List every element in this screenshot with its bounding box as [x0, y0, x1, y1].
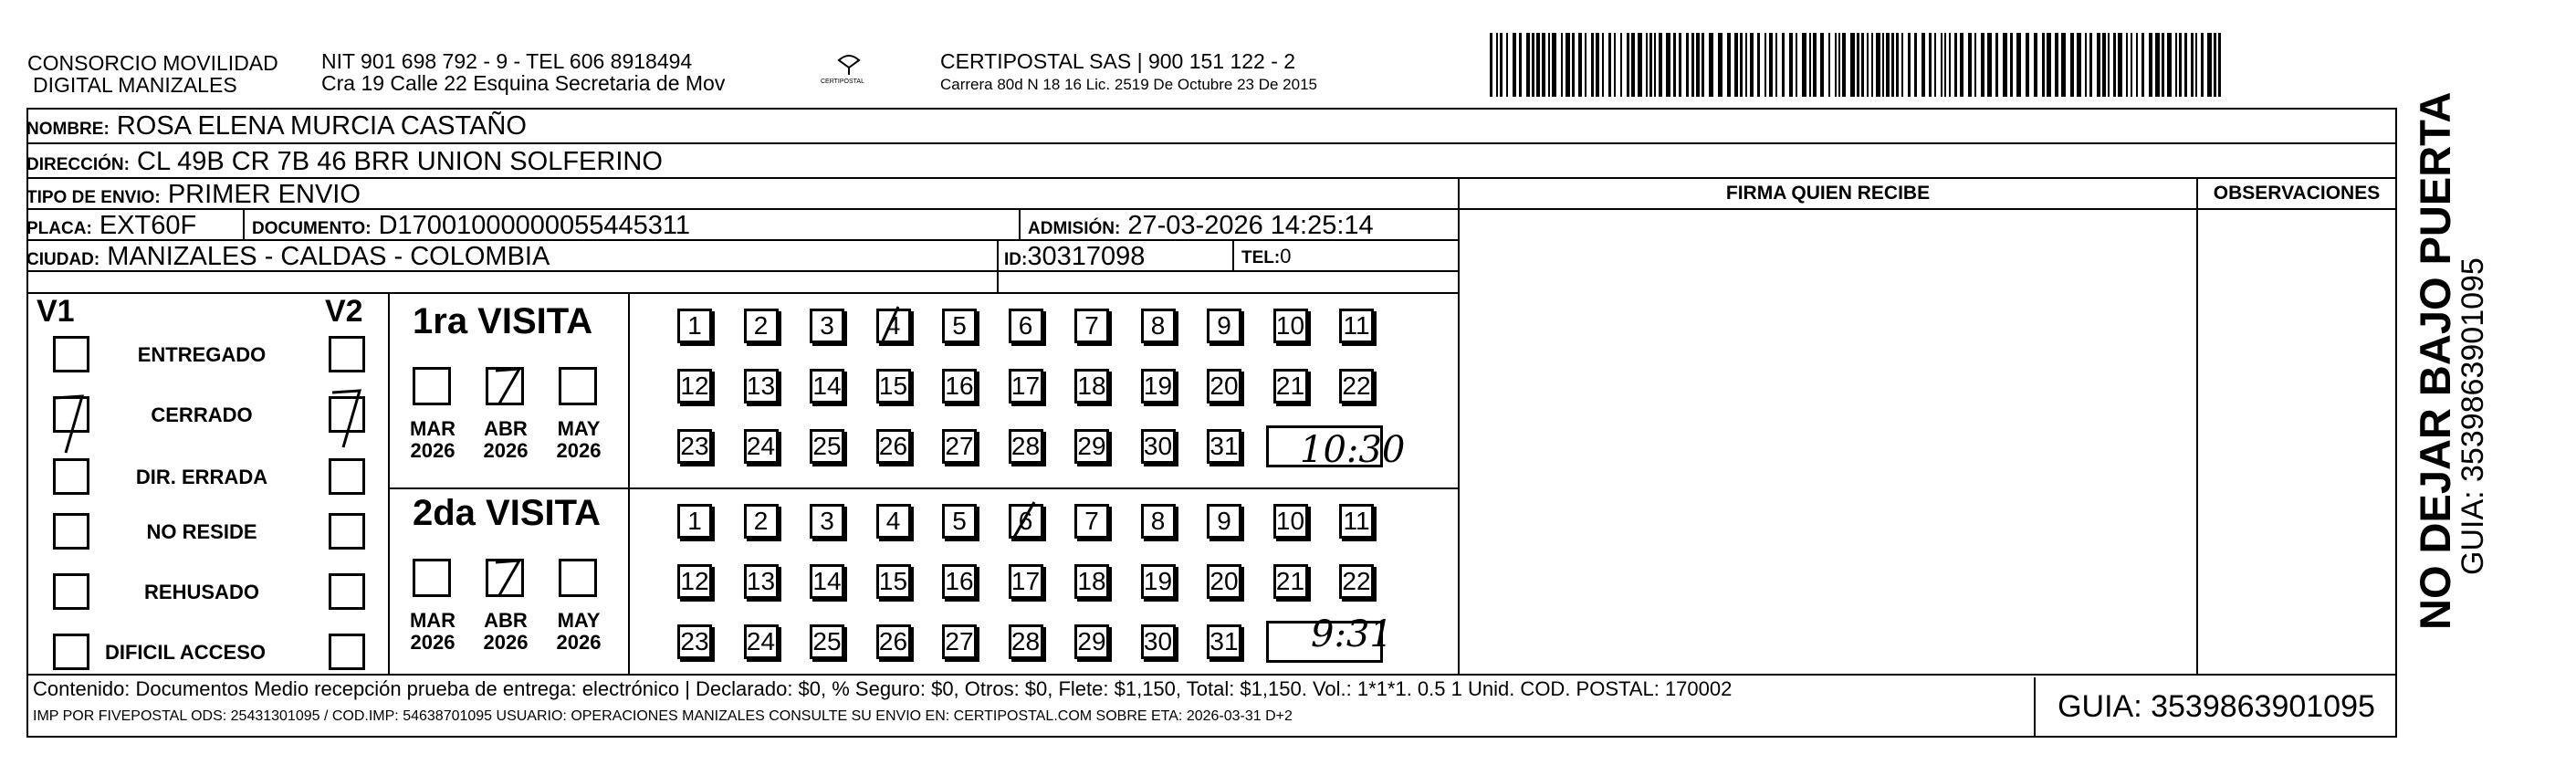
year-label: 2026 — [410, 439, 456, 462]
day-box[interactable]: 1 — [677, 504, 712, 539]
status-label: CERRADO — [151, 403, 253, 426]
day-box[interactable]: 7 — [1074, 309, 1109, 343]
month-label: MAY — [557, 609, 601, 632]
v1-checkbox[interactable] — [53, 573, 89, 610]
status-label: DIR. ERRADA — [135, 466, 268, 488]
year-label: 2026 — [556, 439, 602, 462]
barcode — [1490, 33, 2227, 97]
day-box[interactable]: 15 — [876, 369, 911, 403]
day-check-mark — [1007, 498, 1043, 544]
day-box[interactable]: 28 — [1009, 624, 1043, 659]
status-label: ENTREGADO — [137, 343, 267, 366]
day-box[interactable]: 9 — [1207, 504, 1241, 539]
v1-checkbox[interactable] — [53, 513, 89, 550]
day-box[interactable]: 4 — [876, 504, 911, 539]
id-value: 30317098 — [1027, 242, 1146, 271]
month-checkbox[interactable] — [559, 367, 597, 405]
v2-checkbox[interactable] — [329, 634, 365, 670]
day-box[interactable]: 20 — [1207, 564, 1241, 599]
v1-checkbox[interactable] — [53, 336, 89, 372]
status-label: DIFICIL ACCESO — [104, 641, 266, 664]
direccion-label: DIRECCIÓN: — [26, 155, 130, 174]
company-name-line1: CONSORCIO MOVILIDAD — [27, 51, 278, 75]
day-box[interactable]: 16 — [942, 369, 977, 403]
nombre-row — [26, 108, 2397, 144]
direccion-row — [26, 144, 2397, 179]
day-box[interactable]: 18 — [1074, 369, 1109, 403]
day-box[interactable]: 25 — [810, 624, 844, 659]
day-box[interactable]: 14 — [810, 564, 844, 599]
day-box[interactable]: 22 — [1339, 564, 1374, 599]
year-label: 2026 — [483, 631, 529, 654]
check-mark — [325, 383, 371, 456]
observaciones-header: OBSERVACIONES — [2198, 179, 2395, 210]
day-box[interactable]: 26 — [876, 624, 911, 659]
day-box[interactable]: 21 — [1273, 369, 1308, 403]
day-box[interactable]: 27 — [942, 429, 977, 464]
tel-value: 0 — [1280, 245, 1292, 267]
day-box[interactable]: 2 — [744, 309, 779, 343]
no-dejar-bajo-puerta: NO DEJAR BAJO PUERTA — [2411, 91, 2459, 630]
day-box[interactable]: 31 — [1207, 429, 1241, 464]
v2-checkbox[interactable] — [329, 458, 365, 495]
nombre-label: NOMBRE: — [26, 120, 110, 139]
logo-text: CERTIPOSTAL — [821, 79, 864, 85]
footer-imp: IMP POR FIVEPOSTAL ODS: 25431301095 / COD.IMP: 54638701095 USUARIO: OPERACIONES MANIZALES CONSULTE SU ENVIO EN: CERTIPOSTAL.COM SOBRE ETA: 2026-03-31 D+2 — [33, 708, 1293, 724]
day-box[interactable]: 18 — [1074, 564, 1109, 599]
courier-info: CERTIPOSTAL SAS | 900 151 122 - 2 — [940, 49, 1296, 73]
ciudad-label: CIUDAD: — [26, 250, 100, 269]
day-box[interactable]: 29 — [1074, 429, 1109, 464]
day-box[interactable]: 28 — [1009, 429, 1043, 464]
tipo-row — [26, 179, 1460, 210]
tel-field — [1241, 241, 1291, 274]
id-field — [1004, 241, 1145, 276]
month-label: MAR — [409, 609, 456, 632]
side-guia: GUIA: 3539863901095 — [2456, 257, 2490, 575]
day-box[interactable]: 31 — [1207, 624, 1241, 659]
day-box[interactable]: 23 — [677, 624, 712, 659]
day-box[interactable]: 23 — [677, 429, 712, 464]
placa-value: EXT60F — [99, 211, 197, 240]
documento-field — [252, 210, 690, 245]
day-box[interactable]: 8 — [1141, 309, 1176, 343]
day-box[interactable]: 6 — [1009, 309, 1043, 343]
v1-label: V1 — [37, 294, 75, 329]
day-box[interactable]: 1 — [677, 309, 712, 343]
day-box[interactable]: 3 — [810, 504, 844, 539]
status-label: NO RESIDE — [146, 520, 257, 543]
day-box[interactable]: 21 — [1273, 564, 1308, 599]
day-box[interactable]: 15 — [876, 564, 911, 599]
footer-guia: GUIA: 3539863901095 — [2034, 677, 2397, 736]
day-box[interactable]: 24 — [744, 624, 779, 659]
courier-address: Carrera 80d N 18 16 Lic. 2519 De Octubre 23 De 2015 — [940, 76, 1317, 93]
day-box[interactable]: 26 — [876, 429, 911, 464]
admision-label: ADMISIÓN: — [1028, 219, 1121, 238]
day-box[interactable]: 30 — [1141, 429, 1176, 464]
footer-contenido: Contenido: Documentos Medio recepción prueba de entrega: electrónico | Declarado: $0, % Seguro: $0, Otros: $0, Flete: $1,150, Total: $1,150. Vol.: 1*1*1. 0.5 1 Unid. COD. POSTAL: 170002 — [33, 677, 1733, 700]
day-box[interactable]: 24 — [744, 429, 779, 464]
day-box[interactable]: 13 — [744, 369, 779, 403]
day-box[interactable]: 4 — [876, 309, 911, 343]
month-label: MAY — [557, 417, 601, 440]
day-box[interactable]: 5 — [942, 309, 977, 343]
day-box[interactable]: 13 — [744, 564, 779, 599]
second-visit-handwritten-time: 9:31 — [1311, 613, 1393, 655]
month-check-mark — [488, 363, 525, 409]
status-label: REHUSADO — [144, 581, 259, 603]
tipo-value: PRIMER ENVIO — [167, 180, 361, 209]
month-label: ABR — [484, 609, 528, 632]
day-box[interactable]: 12 — [677, 369, 712, 403]
day-box[interactable]: 17 — [1009, 369, 1043, 403]
v1-checkbox[interactable] — [53, 634, 89, 670]
day-box[interactable]: 8 — [1141, 504, 1176, 539]
day-box[interactable]: 11 — [1339, 504, 1374, 539]
day-box[interactable]: 14 — [810, 369, 844, 403]
day-box[interactable]: 2 — [744, 504, 779, 539]
admision-field — [1028, 210, 1374, 245]
day-box[interactable]: 30 — [1141, 624, 1176, 659]
v2-checkbox[interactable] — [329, 336, 365, 372]
segunda-visita-title: 2da VISITA — [413, 493, 601, 533]
documento-value: D17001000000055445311 — [378, 211, 690, 240]
day-check-mark — [874, 303, 911, 349]
nombre-value: ROSA ELENA MURCIA CASTAÑO — [116, 111, 527, 141]
certipostal-logo — [821, 47, 872, 93]
ciudad-value: MANIZALES - CALDAS - COLOMBIA — [107, 242, 550, 271]
day-box[interactable]: 3 — [810, 309, 844, 343]
day-box[interactable]: 17 — [1009, 564, 1043, 599]
firma-header: FIRMA QUIEN RECIBE — [1460, 179, 2196, 210]
day-box[interactable]: 11 — [1339, 309, 1374, 343]
year-label: 2026 — [483, 439, 529, 462]
day-box[interactable]: 25 — [810, 429, 844, 464]
v2-checkbox[interactable] — [329, 573, 365, 610]
day-box[interactable]: 19 — [1141, 369, 1176, 403]
direccion-value: CL 49B CR 7B 46 BRR UNION SOLFERINO — [137, 147, 663, 176]
first-visit-handwritten-time: 10:30 — [1300, 429, 1406, 471]
month-check-mark — [488, 555, 525, 601]
day-box[interactable]: 22 — [1339, 369, 1374, 403]
day-box[interactable]: 6 — [1009, 504, 1043, 539]
day-box[interactable]: 9 — [1207, 309, 1241, 343]
month-checkbox[interactable] — [413, 559, 451, 597]
primera-visita-title: 1ra VISITA — [413, 301, 593, 341]
day-box[interactable]: 5 — [942, 504, 977, 539]
month-checkbox[interactable] — [413, 367, 451, 405]
v2-label: V2 — [325, 294, 363, 329]
id-label: ID: — [1004, 250, 1028, 269]
year-label: 2026 — [410, 631, 456, 654]
day-box[interactable]: 12 — [677, 564, 712, 599]
day-box[interactable]: 19 — [1141, 564, 1176, 599]
v1-checkbox[interactable] — [53, 458, 89, 495]
placa-label: PLACA: — [26, 219, 92, 238]
month-label: ABR — [484, 417, 528, 440]
tel-label: TEL: — [1241, 248, 1281, 267]
day-box[interactable]: 20 — [1207, 369, 1241, 403]
day-box[interactable]: 10 — [1273, 309, 1308, 343]
v2-checkbox[interactable] — [329, 513, 365, 550]
check-mark — [47, 389, 93, 462]
tipo-label: TIPO DE ENVIO: — [26, 188, 161, 207]
day-box[interactable]: 27 — [942, 624, 977, 659]
company-address: Cra 19 Calle 22 Esquina Secretaria de Mov — [321, 71, 726, 95]
day-box[interactable]: 29 — [1074, 624, 1109, 659]
day-box[interactable]: 10 — [1273, 504, 1308, 539]
company-name-line2: DIGITAL MANIZALES — [33, 73, 237, 97]
admision-value: 27-03-2026 14:25:14 — [1127, 211, 1374, 240]
company-nit: NIT 901 698 792 - 9 - TEL 606 8918494 — [321, 49, 693, 73]
day-box[interactable]: 16 — [942, 564, 977, 599]
day-box[interactable]: 7 — [1074, 504, 1109, 539]
year-label: 2026 — [556, 631, 602, 654]
month-label: MAR — [409, 417, 456, 440]
month-checkbox[interactable] — [559, 559, 597, 597]
documento-label: DOCUMENTO: — [252, 219, 372, 238]
